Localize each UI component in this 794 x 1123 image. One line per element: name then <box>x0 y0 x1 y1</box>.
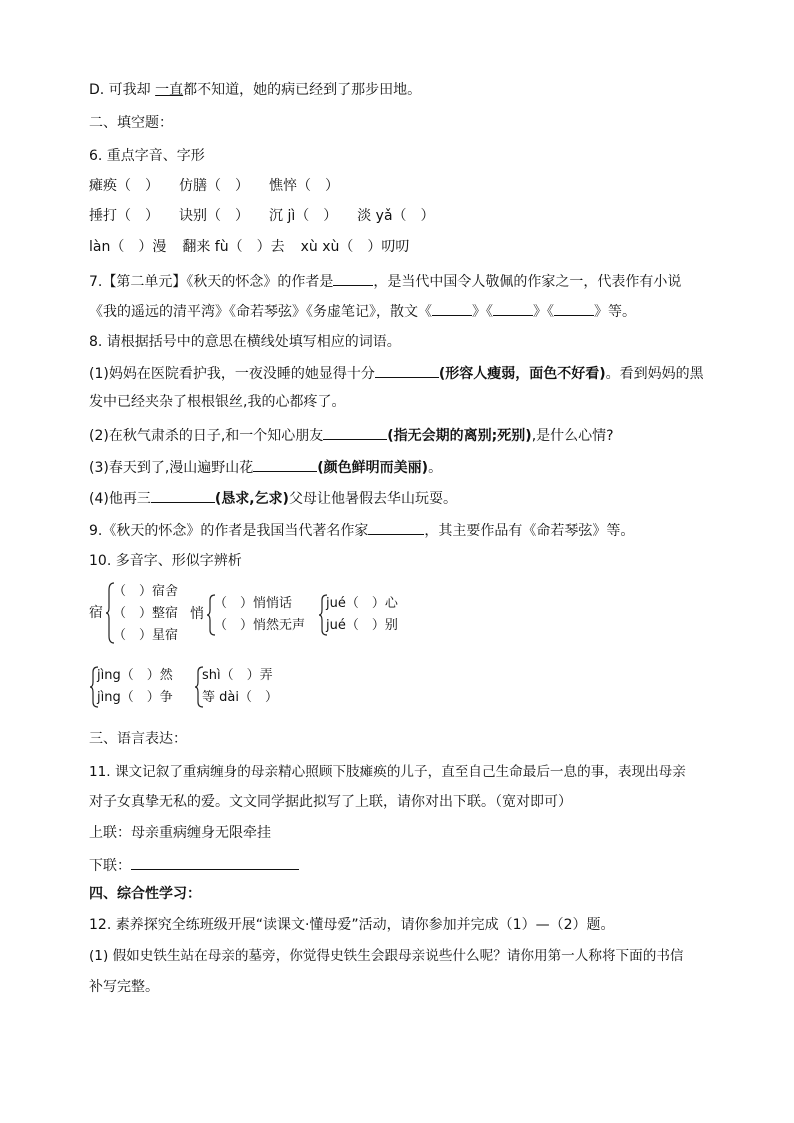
q6-row3: làn（ ）漫 翻来 fù（ ）去 xù xù（ ）叨叨 <box>89 239 410 255</box>
q8-p3: (3)春天到了,漫山遍野山花 (颜色鲜明而美丽)。 <box>89 456 442 478</box>
q7-blank-author[interactable] <box>333 270 373 286</box>
q9-blank[interactable] <box>368 519 424 535</box>
q10-g2-item-1: （ ）悄悄话 <box>214 596 293 611</box>
polyphone-char-su: 宿 <box>89 605 103 621</box>
q10-g3-item-2: jué（ ）别 <box>326 618 398 633</box>
section-heading-comprehensive: 四、综合性学习： <box>89 886 201 902</box>
q10-g1-item-2: （ ）整宿 <box>113 606 179 621</box>
q8-title: 8. 请根据括号中的意思在横线处填写相应的词语。 <box>89 334 401 350</box>
q11-upper-couplet: 上联：母亲重病缠身无限牵挂 <box>89 825 271 841</box>
q8-blank-4[interactable] <box>151 487 215 503</box>
q10-g3-item-1: jué（ ）心 <box>326 596 398 611</box>
q11-line1: 11. 课文记叙了重病缠身的母亲精心照顾下肢瘫痪的儿子，直至自己生命最后一息的事，表现出母亲 <box>89 764 686 780</box>
q10-g1-item-3: （ ）星宿 <box>113 628 179 643</box>
q7-blank-essay-2[interactable] <box>493 300 533 316</box>
q7-line2: 《我的遥远的清平湾》《命若琴弦》《务虚笔记》，散文《 》《 》《 》等。 <box>89 300 636 322</box>
q10-g4-item-2: jìng（ ）争 <box>97 690 173 705</box>
polyphone-char-qiao: 悄 <box>190 606 204 622</box>
section-heading-fill-blank: 二、填空题： <box>89 115 173 131</box>
option-d: D. 可我却 一直都不知道，她的病已经到了那步田地。 <box>89 82 422 98</box>
q10-title: 10. 多音字、形似字辨析 <box>89 553 242 569</box>
q12-p1-line1: (1) 假如史铁生站在母亲的墓旁，你觉得史铁生会跟母亲说些什么呢？请你用第一人称将下面的书信 <box>89 948 684 964</box>
q7-line1: 7.【第二单元】《秋天的怀念》的作者是 ，是当代中国令人敬佩的作家之一，代表作有小说 <box>89 270 681 292</box>
q6-row1: 瘫痪（ ） 仿膳（ ） 憔悴（ ） <box>89 178 339 194</box>
q11-answer-blank[interactable] <box>131 854 299 870</box>
q10-g1-item-1: （ ）宿舍 <box>113 584 179 599</box>
q12-line1: 12. 素养探究全练班级开展“读课文·懂母爱”活动，请你参加并完成（1）—（2）题。 <box>89 917 615 933</box>
q8-blank-2[interactable] <box>323 424 387 440</box>
q11-lower-couplet: 下联： <box>89 854 299 876</box>
section-heading-language: 三、语言表达： <box>89 731 187 747</box>
q10-g4-item-1: jìng（ ）然 <box>97 668 173 683</box>
q9: 9.《秋天的怀念》的作者是我国当代著名作家 ，其主要作品有《命若琴弦》等。 <box>89 519 634 541</box>
q7-blank-essay-3[interactable] <box>554 300 594 316</box>
q8-blank-3[interactable] <box>253 456 317 472</box>
q8-p1-line2: 发中已经夹杂了根根银丝,我的心都疼了。 <box>89 394 346 410</box>
underlined-word: 一直 <box>155 82 184 98</box>
q10-g5-item-2: 等 dài（ ） <box>202 690 278 705</box>
q10-g2-item-2: （ ）悄然无声 <box>214 618 306 633</box>
q8-blank-1[interactable] <box>375 362 439 378</box>
q10-g5-item-1: shì（ ）弄 <box>202 668 273 683</box>
q7-blank-essay-1[interactable] <box>432 300 472 316</box>
q6-title: 6. 重点字音、字形 <box>89 148 205 164</box>
q8-p1: (1)妈妈在医院看护我，一夜没睡的她显得十分 (形容人瘦弱，面色不好看)。看到妈妈的黑 <box>89 362 704 384</box>
q8-p4: (4)他再三 (恳求,乞求)父母让他暑假去华山玩耍。 <box>89 487 457 509</box>
q11-line2: 对子女真挚无私的爱。文文同学据此拟写了上联，请你对出下联。（宽对即可） <box>89 794 572 810</box>
q8-p2: (2)在秋气肃杀的日子,和一个知心朋友 (指无会期的离别;死别),是什么心情? <box>89 424 614 446</box>
q6-row2: 捶打（ ） 诀别（ ） 沉 jì（ ） 淡 yǎ（ ） <box>89 208 435 224</box>
q12-p1-line2: 补写完整。 <box>89 979 159 995</box>
